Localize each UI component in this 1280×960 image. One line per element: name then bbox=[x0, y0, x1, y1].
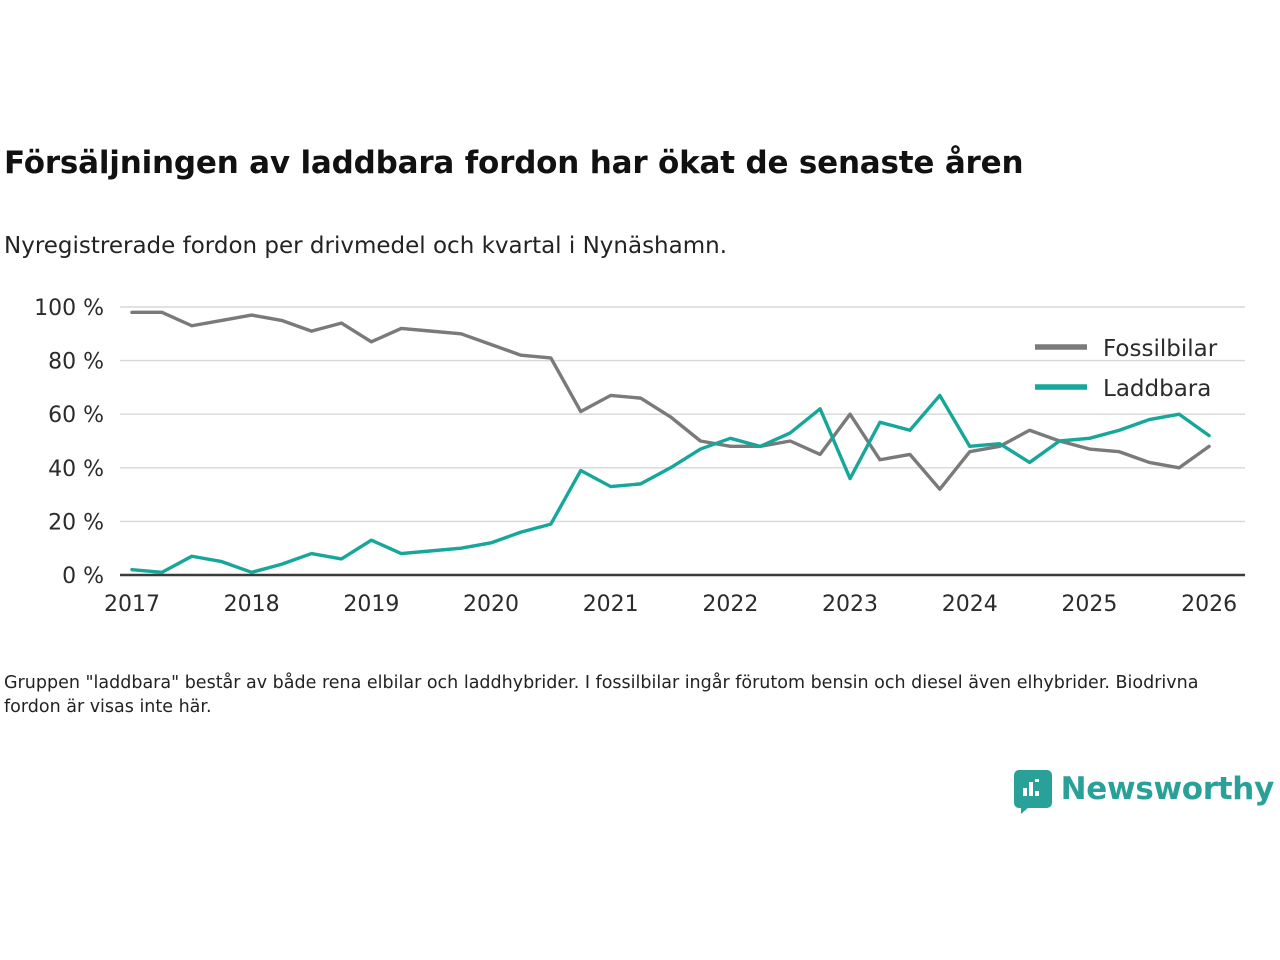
line-chart bbox=[0, 285, 1280, 625]
y-axis-tick-label: 60 % bbox=[48, 403, 104, 429]
x-axis-tick-label: 2018 bbox=[223, 592, 280, 617]
x-axis-tick-label: 2025 bbox=[1061, 592, 1118, 617]
x-axis-tick-label: 2022 bbox=[702, 592, 759, 617]
page-title: Försäljningen av laddbara fordon har ökat de senaste åren bbox=[4, 145, 1024, 181]
x-axis-tick-label: 2026 bbox=[1181, 592, 1238, 617]
brand-logo bbox=[1014, 770, 1274, 808]
x-axis-tick-label: 2020 bbox=[463, 592, 520, 617]
x-axis-tick-label: 2021 bbox=[582, 592, 639, 617]
brand-name: Newsworthy bbox=[1060, 771, 1274, 807]
x-axis-tick-label: 2023 bbox=[822, 592, 879, 617]
newsworthy-logo-icon bbox=[1014, 770, 1052, 808]
y-axis-tick-label: 100 % bbox=[34, 296, 104, 321]
series-line-laddbara bbox=[132, 395, 1209, 572]
x-axis-tick-label: 2017 bbox=[103, 592, 160, 617]
legend-label-fossilbilar: Fossilbilar bbox=[1103, 336, 1218, 362]
chart-svg bbox=[0, 285, 1280, 625]
y-axis-tick-label: 0 % bbox=[62, 564, 104, 589]
y-axis-tick-label: 20 % bbox=[48, 510, 104, 536]
y-axis-tick-label: 40 % bbox=[48, 456, 104, 482]
x-axis-tick-label: 2024 bbox=[941, 592, 998, 617]
series-line-fossilbilar bbox=[132, 312, 1212, 489]
chart-footnote: Gruppen "laddbara" består av både rena elbilar och laddhybrider. I fossilbilar ingår förutom bensin och diesel även elhybrider. Biodrivna fordon är visas inte här. bbox=[4, 673, 1199, 717]
y-axis-tick-label: 80 % bbox=[48, 349, 104, 375]
bar-chart-icon bbox=[1023, 780, 1043, 798]
legend-label-laddbara: Laddbara bbox=[1103, 376, 1212, 402]
page-subtitle: Nyregistrerade fordon per drivmedel och kvartal i Nynäshamn. bbox=[4, 233, 728, 259]
x-axis-tick-label: 2019 bbox=[343, 592, 400, 617]
